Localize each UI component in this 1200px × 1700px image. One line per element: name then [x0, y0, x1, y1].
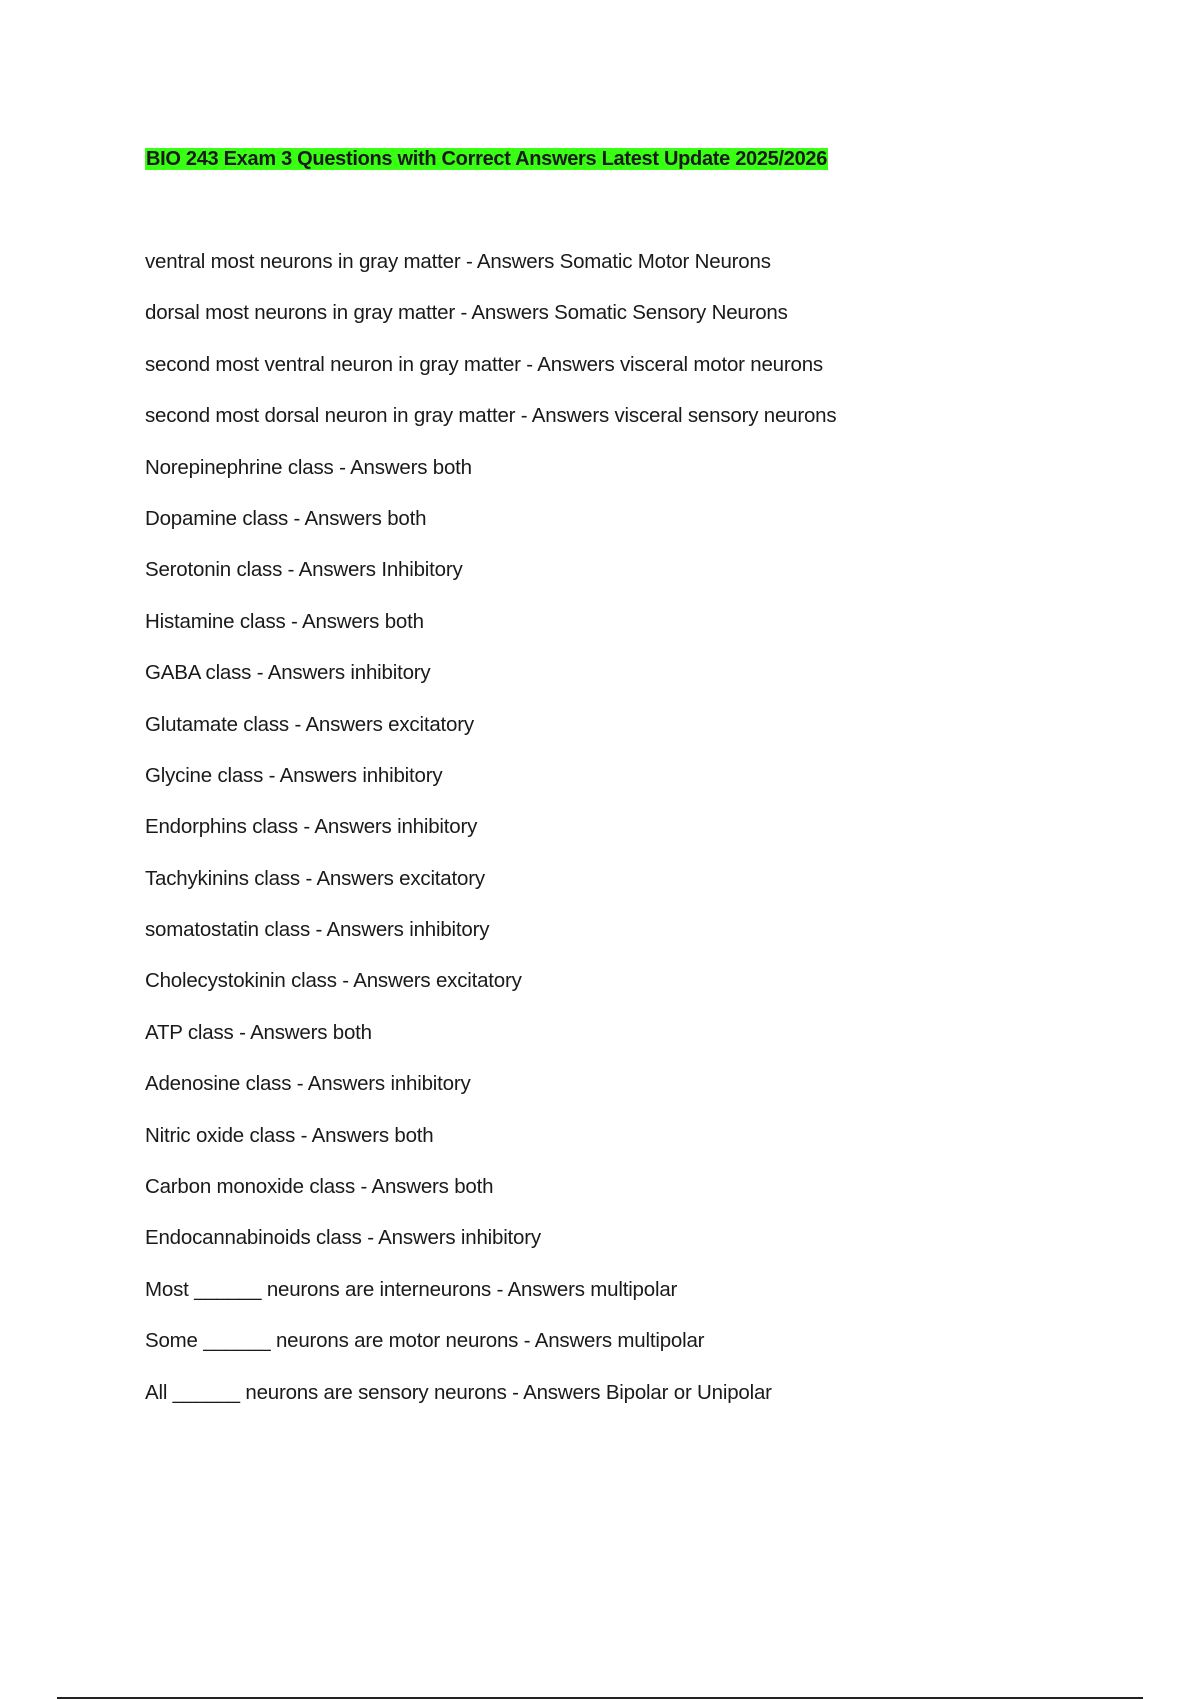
qa-item: Adenosine class - Answers inhibitory	[145, 1072, 471, 1096]
qa-item: Most ______ neurons are interneurons - Answers multipolar	[145, 1277, 678, 1301]
qa-list	[145, 248, 836, 1430]
qa-item: second most ventral neuron in gray matter - Answers visceral motor neurons	[145, 352, 823, 376]
qa-item: Histamine class - Answers both	[145, 609, 424, 633]
qa-item: GABA class - Answers inhibitory	[145, 661, 431, 685]
qa-item: Dopamine class - Answers both	[145, 506, 427, 530]
qa-item: Endocannabinoids class - Answers inhibitory	[145, 1226, 541, 1250]
qa-item: All ______ neurons are sensory neurons - Answers Bipolar or Unipolar	[145, 1380, 772, 1404]
qa-item: second most dorsal neuron in gray matter - Answers visceral sensory neurons	[145, 404, 837, 428]
qa-item: Carbon monoxide class - Answers both	[145, 1175, 494, 1199]
qa-item: Norepinephrine class - Answers both	[145, 455, 472, 479]
qa-item: Cholecystokinin class - Answers excitatory	[145, 969, 522, 993]
qa-item: Serotonin class - Answers Inhibitory	[145, 558, 463, 582]
qa-item: dorsal most neurons in gray matter - Answers Somatic Sensory Neurons	[145, 301, 788, 325]
qa-item: ventral most neurons in gray matter - Answers Somatic Motor Neurons	[145, 250, 771, 273]
qa-item: Nitric oxide class - Answers both	[145, 1123, 434, 1147]
qa-item: Tachykinins class - Answers excitatory	[145, 866, 485, 890]
page-bottom-divider	[57, 1697, 1143, 1699]
qa-item: Endorphins class - Answers inhibitory	[145, 815, 478, 839]
document-title	[145, 145, 828, 173]
qa-item: somatostatin class - Answers inhibitory	[145, 918, 490, 942]
qa-item: ATP class - Answers both	[145, 1020, 372, 1044]
qa-item: Glutamate class - Answers excitatory	[145, 712, 474, 736]
qa-item: Glycine class - Answers inhibitory	[145, 763, 443, 787]
title-highlight: BIO 243 Exam 3 Questions with Correct Answers Latest Update 2025/2026	[146, 148, 828, 170]
qa-item: Some ______ neurons are motor neurons - Answers multipolar	[145, 1329, 705, 1353]
